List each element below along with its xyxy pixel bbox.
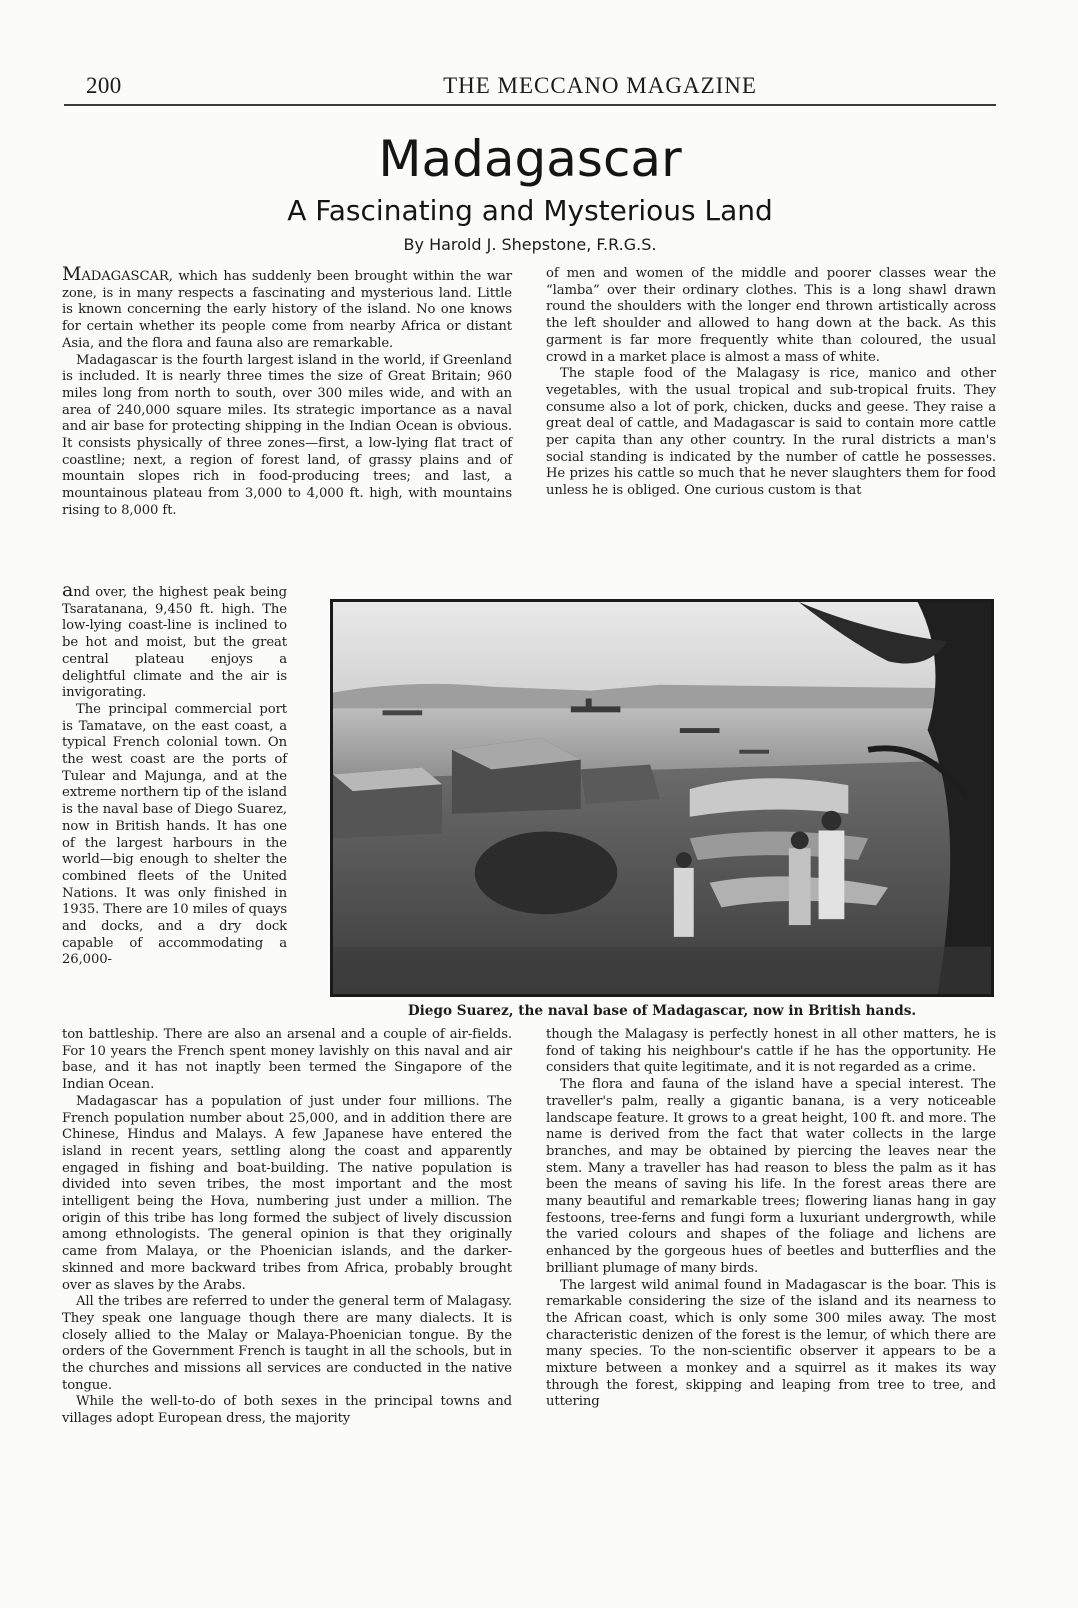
paragraph: MADAGASCAR, which has suddenly been brought within the war zone, is in many respects a fascinating and mysterious land. Little is known concerning the early history of the island. No one knows for certain whether its people come from nearby Africa or distant Asia, and the flora and fauna also are remarkable. — [62, 263, 512, 351]
right-column-top — [546, 266, 996, 500]
paragraph: The principal commercial port is Tamatave, on the east coast, a typical French colonial town. On the west coast are the ports of Tulear and Majunga, and at the extreme northern tip of the island is the naval base of Diego Suarez, now in British hands. It has one of the largest harbours in the world—big enough to shelter the combined fleets of the United Nations. It was only finished in 1935. There are 10 miles of quays and docks, and a dry dock capable of accommodating a 26,000- — [62, 701, 287, 968]
left-column-bottom — [62, 1027, 512, 1428]
paragraph: ton battleship. There are also an arsenal and a couple of air-fields. For 10 years the French spent money lavishly on this naval and air base, and it has not inaptly been termed the Singapore of the Indian Ocean. — [62, 1027, 512, 1093]
paragraph: While the well-to-do of both sexes in the principal towns and villages adopt European dress, the majority — [62, 1394, 512, 1427]
paragraph: The staple food of the Malagasy is rice, manico and other vegetables, with the usual tropical and sub-tropical fruits. They consume also a lot of pork, chicken, ducks and geese. They raise a great deal of cattle, and Madagascar is said to contain more cattle per capita than any other country. In the rural districts a man's social standing is indicated by the number of cattle he possesses. He prizes his cattle so much that he never slaughters them for food unless he is obliged. One curious custom is that — [546, 366, 996, 499]
left-column-top — [62, 263, 512, 520]
paragraph: Madagascar has a population of just under four millions. The French population number about 25,000, and in addition there are Chinese, Hindus and Malays. A few Japanese have entered the island in recent years, settling along the coast and apparently engaged in fishing and boat-building. The native population is divided into seven tribes, the most important and the most intelligent being the Hova, numbering just under a million. The origin of this tribe has long formed the subject of lively discussion among ethnologists. The general opinion is that they originally came from Malaya, or the Phoenician islands, and the darker-skinned and more backward tribes from Africa, probably brought over as slaves by the Arabs. — [62, 1093, 512, 1293]
paragraph: The flora and fauna of the island have a special interest. The traveller's palm, really a gigantic banana, is a very noticeable landscape feature. It grows to a great height, 100 ft. and more. The name is derived from the fact that water collects in the large branches, and may be obtained by piercing the leaves near the stem. Many a traveller has had reason to bless the palm as it has been the means of saving his life. In the forest areas there are many beautiful and remarkable trees; flowering lianas hang in gay festoons, tree-ferns and fungi form a luxuriant undergrowth, while the varied colours and shapes of the foliage and lichens are enhanced by the gorgeous hues of beetles and butterflies and the brilliant plumage of many birds. — [546, 1077, 996, 1276]
page-number: 200 — [86, 73, 122, 98]
harbour-photo-illustration — [333, 602, 991, 994]
left-column-narrow — [62, 579, 287, 969]
paragraph: of men and women of the middle and poorer classes wear the “lamba” over their ordinary clothes. This is a long shawl drawn round the shoulders with the longer end thrown artistically across the left shoulder and allowed to hang down at the back. As this garment is far more frequently white than coloured, the usual crowd in a market place is almost a mass of white. — [546, 266, 996, 365]
paragraph: Madagascar is the fourth largest island in the world, if Greenland is included. It is nearly three times the size of Great Britain; 960 miles long from north to south, over 300 miles wide, and with an area of 240,000 square miles. Its strategic importance as a naval and air base for protecting shipping in the Indian Ocean is obvious. It consists physically of three zones—first, a low-lying flat tract of coastline; next, a region of forest land, of grassy plains and of mountain slopes rich in food-producing trees; and last, a mountainous plateau from 3,000 to 4,000 ft. high, with mountains rising to 8,000 ft. — [62, 352, 512, 518]
article-title: Madagascar — [378, 130, 682, 188]
header-rule — [64, 104, 996, 106]
photo-caption: Diego Suarez, the naval base of Madagascar, now in British hands. — [407, 1003, 917, 1019]
magazine-title: THE MECCANO MAGAZINE — [443, 73, 757, 98]
harbour-photo — [330, 599, 994, 997]
paragraph: though the Malagasy is perfectly honest in all other matters, he is fond of taking his neighbour's cattle if he has the opportunity. He considers that quite legitimate, and it is not regarded as a crime. — [546, 1027, 996, 1076]
paragraph: The largest wild animal found in Madagascar is the boar. This is remarkable considering the size of the island and its nearness to the African coast, which is only some 300 miles away. The most characteristic denizen of the forest is the lemur, of which there are many species. To the non-scientific observer it appears to be a mixture between a monkey and a squirrel as it makes its way through the forest, skipping and leaping from tree to tree, and uttering — [546, 1277, 996, 1410]
paragraph: and over, the highest peak being Tsaratanana, 9,450 ft. high. The low-lying coast-line is inclined to be hot and moist, but the great central plateau enjoys a delightful climate and the air is invigorating. — [62, 579, 287, 701]
article-byline: By Harold J. Shepstone, F.R.G.S. — [403, 235, 657, 254]
article-subtitle: A Fascinating and Mysterious Land — [287, 194, 773, 227]
running-header — [64, 70, 996, 102]
right-column-bottom — [546, 1027, 996, 1411]
paragraph: All the tribes are referred to under the general term of Malagasy. They speak one language though there are many dialects. It is closely allied to the Malay or Malaya-Phoenician tongue. By the orders of the Government French is taught in all the schools, but in the churches and missions all services are conducted in the native tongue. — [62, 1294, 512, 1393]
